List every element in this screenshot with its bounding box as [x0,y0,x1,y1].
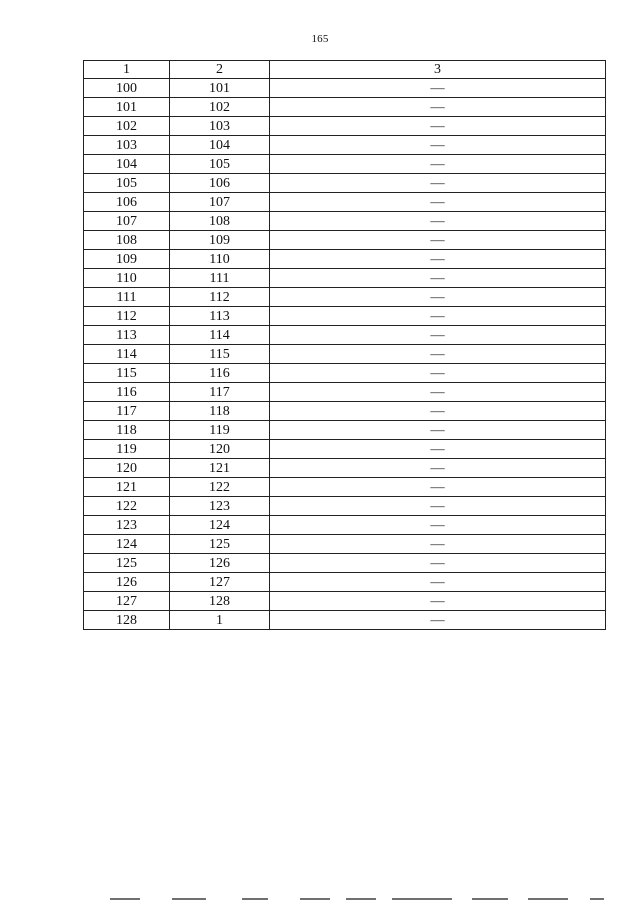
table-cell-col-3 [270,516,606,535]
table-row [84,478,606,497]
header-row [84,61,606,79]
dash-value: — [430,327,445,343]
table-cell-col-3 [270,79,606,98]
dash-value: — [430,118,445,134]
table-cell-col-3 [270,155,606,174]
table-cell-col-2: 105 [170,155,270,174]
column-header-1: 1 [84,61,170,79]
column-header-3: 3 [270,61,606,79]
table-cell-col-1: 124 [84,535,170,554]
table-row [84,307,606,326]
dash-value: — [430,99,445,115]
table-cell-col-2: 1 [170,611,270,630]
table-row [84,117,606,136]
table-row [84,383,606,402]
column-header-2: 2 [170,61,270,79]
table-body [84,79,606,630]
table-cell-col-1: 125 [84,554,170,573]
table-cell-col-3 [270,136,606,155]
table-cell-col-3 [270,250,606,269]
table-cell-col-1: 123 [84,516,170,535]
table-cell-col-3 [270,592,606,611]
table-cell-col-3 [270,212,606,231]
dash-value: — [430,137,445,153]
table-cell-col-2: 103 [170,117,270,136]
table-cell-col-2: 106 [170,174,270,193]
table-cell-col-1: 126 [84,573,170,592]
table-cell-col-2: 115 [170,345,270,364]
dash-value: — [430,574,445,590]
table-row [84,193,606,212]
table-row [84,231,606,250]
dash-value: — [430,593,445,609]
table-cell-col-2: 126 [170,554,270,573]
table-cell-col-3 [270,364,606,383]
table-cell-col-1: 115 [84,364,170,383]
table-cell-col-3 [270,98,606,117]
table-cell-col-2: 109 [170,231,270,250]
table-cell-col-2: 122 [170,478,270,497]
dash-value: — [430,308,445,324]
table-row [84,611,606,630]
table-cell-col-1: 104 [84,155,170,174]
table-cell-col-3 [270,288,606,307]
table-row [84,535,606,554]
table-cell-col-3 [270,478,606,497]
table-cell-col-2: 111 [170,269,270,288]
table-cell-col-1: 109 [84,250,170,269]
dash-value: — [430,498,445,514]
dash-value: — [430,289,445,305]
table-cell-col-2: 116 [170,364,270,383]
table-row [84,440,606,459]
table-cell-col-2: 114 [170,326,270,345]
table-cell-col-1: 120 [84,459,170,478]
table-cell-col-2: 119 [170,421,270,440]
data-table [83,60,606,630]
table-cell-col-3 [270,459,606,478]
table-row [84,364,606,383]
page-number: 165 [311,33,329,45]
table-cell-col-1: 101 [84,98,170,117]
table-row [84,212,606,231]
table-row [84,497,606,516]
dash-value: — [430,270,445,286]
table-row [84,516,606,535]
table-cell-col-1: 114 [84,345,170,364]
table-cell-col-1: 106 [84,193,170,212]
dash-value: — [430,251,445,267]
table-cell-col-3 [270,497,606,516]
dash-value: — [430,213,445,229]
dash-value: — [430,441,445,457]
table-cell-col-1: 102 [84,117,170,136]
table-cell-col-2: 102 [170,98,270,117]
table-row [84,326,606,345]
table-cell-col-3 [270,269,606,288]
table-cell-col-1: 100 [84,79,170,98]
table-cell-col-2: 107 [170,193,270,212]
table-cell-col-3 [270,421,606,440]
table-cell-col-3 [270,611,606,630]
table-cell-col-2: 104 [170,136,270,155]
table-header [84,61,606,79]
table-cell-col-3 [270,231,606,250]
dash-value: — [430,232,445,248]
table-cell-col-2: 110 [170,250,270,269]
table-row [84,174,606,193]
table-row [84,79,606,98]
table-cell-col-3 [270,573,606,592]
table-cell-col-2: 121 [170,459,270,478]
dash-value: — [430,460,445,476]
dash-value: — [430,175,445,191]
table-cell-col-3 [270,326,606,345]
table-row [84,592,606,611]
dash-value: — [430,403,445,419]
table-cell-col-2: 124 [170,516,270,535]
dash-value: — [430,612,445,628]
table-cell-col-3 [270,440,606,459]
table-cell-col-2: 108 [170,212,270,231]
table-cell-col-1: 122 [84,497,170,516]
table-cell-col-3 [270,174,606,193]
dash-value: — [430,156,445,172]
table-cell-col-2: 127 [170,573,270,592]
table-cell-col-1: 110 [84,269,170,288]
table-cell-col-2: 125 [170,535,270,554]
table-cell-col-2: 101 [170,79,270,98]
table-row [84,421,606,440]
table-cell-col-2: 118 [170,402,270,421]
table-cell-col-3 [270,402,606,421]
table-row [84,269,606,288]
table-row [84,98,606,117]
table-row [84,459,606,478]
dash-value: — [430,479,445,495]
table-row [84,288,606,307]
table-cell-col-1: 112 [84,307,170,326]
table-row [84,345,606,364]
scan-artifact-line [110,898,620,902]
table-row [84,554,606,573]
table-cell-col-3 [270,383,606,402]
table-cell-col-2: 123 [170,497,270,516]
table-row [84,250,606,269]
dash-value: — [430,517,445,533]
table-cell-col-2: 128 [170,592,270,611]
table-cell-col-1: 108 [84,231,170,250]
table-cell-col-2: 117 [170,383,270,402]
table-cell-col-1: 107 [84,212,170,231]
table-cell-col-3 [270,193,606,212]
table-cell-col-1: 128 [84,611,170,630]
table-cell-col-1: 111 [84,288,170,307]
table-cell-col-3 [270,117,606,136]
table-row [84,155,606,174]
table-row [84,573,606,592]
dash-value: — [430,422,445,438]
table-cell-col-1: 113 [84,326,170,345]
table-cell-col-2: 112 [170,288,270,307]
table-row [84,136,606,155]
dash-value: — [430,384,445,400]
table-cell-col-1: 119 [84,440,170,459]
table-cell-col-2: 113 [170,307,270,326]
table-cell-col-1: 118 [84,421,170,440]
table-cell-col-3 [270,535,606,554]
table-cell-col-2: 120 [170,440,270,459]
table-cell-col-1: 127 [84,592,170,611]
table-cell-col-1: 116 [84,383,170,402]
dash-value: — [430,346,445,362]
table-cell-col-3 [270,345,606,364]
table-cell-col-3 [270,307,606,326]
table-cell-col-1: 105 [84,174,170,193]
dash-value: — [430,365,445,381]
table-cell-col-1: 117 [84,402,170,421]
dash-value: — [430,536,445,552]
table-cell-col-3 [270,554,606,573]
dash-value: — [430,194,445,210]
table-cell-col-1: 103 [84,136,170,155]
dash-value: — [430,80,445,96]
table-row [84,402,606,421]
dash-value: — [430,555,445,571]
table-cell-col-1: 121 [84,478,170,497]
